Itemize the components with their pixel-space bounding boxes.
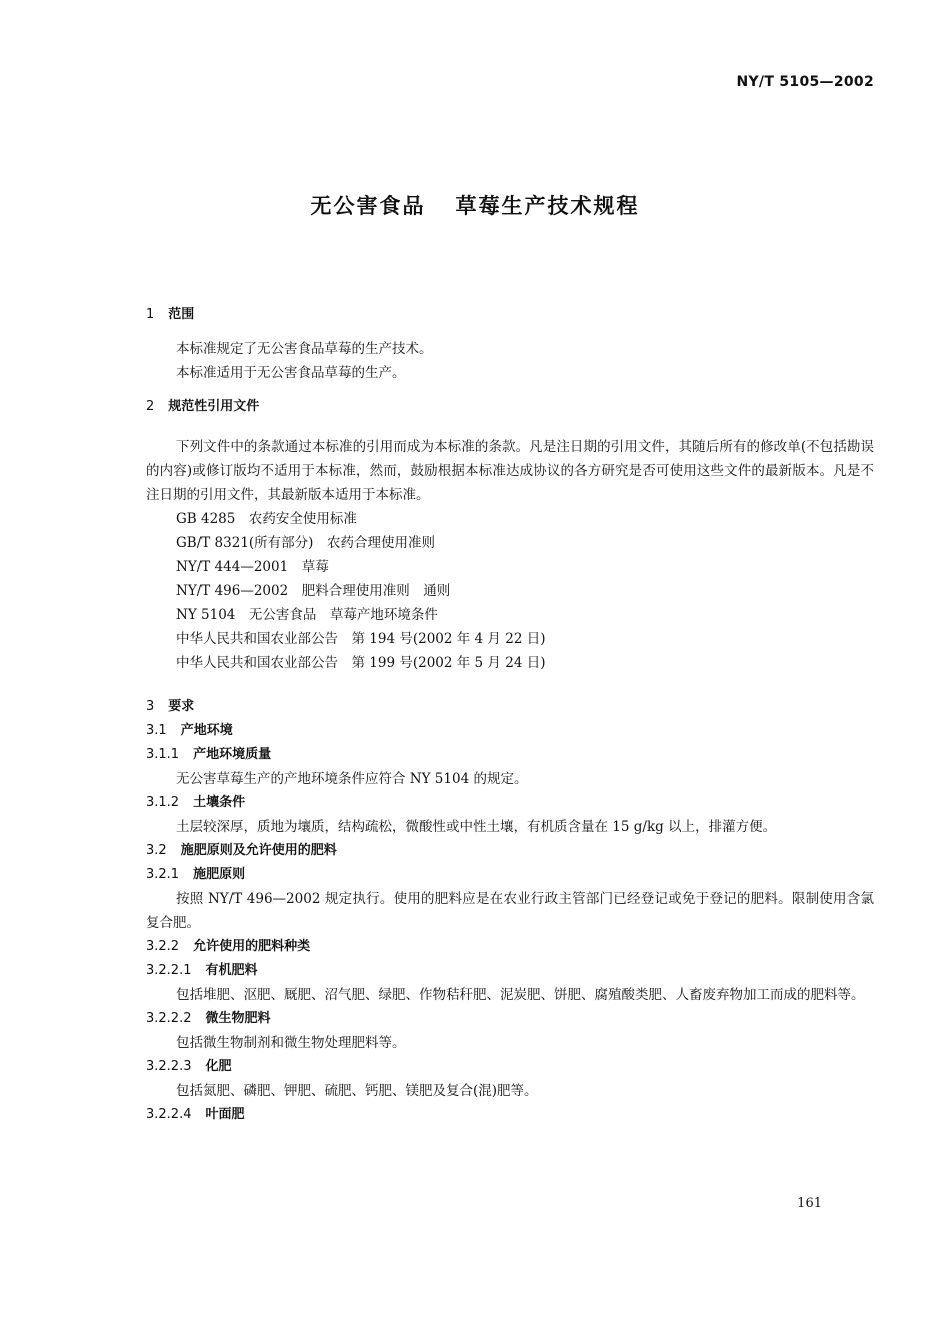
section-title: 规范性引用文件 xyxy=(168,399,260,414)
section-heading xyxy=(146,863,874,887)
document-body xyxy=(146,303,874,1127)
paragraph: 本标准适用于无公害食品草莓的生产。 xyxy=(176,365,406,381)
section-title: 施肥原则 xyxy=(193,867,246,882)
section-number: 3.2 xyxy=(146,843,167,858)
section-number: 2 xyxy=(146,399,155,414)
section-title: 化肥 xyxy=(205,1059,232,1074)
section-title: 允许使用的肥料种类 xyxy=(193,939,311,954)
section-heading xyxy=(146,1007,874,1031)
paragraph: 包括氮肥、磷肥、钾肥、硫肥、钙肥、镁肥及复合(混)肥等。 xyxy=(176,1083,538,1099)
section-title: 产地环境质量 xyxy=(193,747,272,762)
section-number: 3.1.1 xyxy=(146,747,180,762)
title-part-2: 草莓生产技术规程 xyxy=(455,194,640,218)
section-number: 3.2.1 xyxy=(146,867,180,882)
section-heading xyxy=(146,719,874,743)
document-title xyxy=(0,190,950,220)
reference-item: 中华人民共和国农业部公告 第 199 号(2002 年 5 月 24 日) xyxy=(176,655,546,671)
section-heading xyxy=(146,791,874,815)
section-heading xyxy=(146,303,874,327)
section-heading xyxy=(146,1055,874,1079)
section-title: 施肥原则及允许使用的肥料 xyxy=(180,843,337,858)
page-number: 161 xyxy=(797,1196,822,1211)
section-heading xyxy=(146,743,874,767)
section-number: 3 xyxy=(146,699,155,714)
paragraph: 下列文件中的条款通过本标准的引用而成为本标准的条款。凡是注日期的引用文件，其随后所有的修改单(不包括勘误的内容)或修订版均不适用于本标准，然而，鼓励根据本标准达成协议的各方研究是否可使用这些文件的最新版本。凡是不注日期的引用文件，其最新版本适用于本标准。 xyxy=(146,439,874,503)
section-title: 土壤条件 xyxy=(193,795,246,810)
title-part-1: 无公害食品 xyxy=(310,194,426,218)
reference-item: 中华人民共和国农业部公告 第 194 号(2002 年 4 月 22 日) xyxy=(176,631,546,647)
paragraph: 无公害草莓生产的产地环境条件应符合 NY 5104 的规定。 xyxy=(176,771,528,787)
paragraph: 本标准规定了无公害食品草莓的生产技术。 xyxy=(176,341,433,357)
section-heading xyxy=(146,959,874,983)
section-heading xyxy=(146,695,874,719)
paragraph: 土层较深厚，质地为壤质，结构疏松，微酸性或中性土壤，有机质含量在 15 g/kg 以上，排灌方便。 xyxy=(176,819,777,835)
section-title: 产地环境 xyxy=(180,723,233,738)
reference-item: GB 4285 农药安全使用标准 xyxy=(176,511,357,527)
section-number: 1 xyxy=(146,307,155,322)
section-number: 3.2.2.4 xyxy=(146,1107,192,1122)
section-title: 有机肥料 xyxy=(205,963,258,978)
reference-item: NY/T 496—2002 肥料合理使用准则 通则 xyxy=(176,583,451,599)
section-number: 3.1.2 xyxy=(146,795,180,810)
section-heading xyxy=(146,395,874,419)
reference-item: GB/T 8321(所有部分) 农药合理使用准则 xyxy=(176,535,435,551)
section-heading xyxy=(146,935,874,959)
reference-item: NY/T 444—2001 草莓 xyxy=(176,559,329,575)
paragraph: 包括堆肥、沤肥、厩肥、沼气肥、绿肥、作物秸秆肥、泥炭肥、饼肥、腐殖酸类肥、人畜废弃物加工而成的肥料等。 xyxy=(176,987,865,1003)
section-title: 微生物肥料 xyxy=(205,1011,271,1026)
section-number: 3.2.2.1 xyxy=(146,963,192,978)
standard-code: NY/T 5105—2002 xyxy=(736,74,874,90)
section-number: 3.2.2.2 xyxy=(146,1011,192,1026)
section-heading xyxy=(146,1103,874,1127)
reference-item: NY 5104 无公害食品 草莓产地环境条件 xyxy=(176,607,438,623)
section-title: 范围 xyxy=(168,307,195,322)
paragraph: 按照 NY/T 496—2002 规定执行。使用的肥料应是在农业行政主管部门已经登记或免于登记的肥料。限制使用含氯复合肥。 xyxy=(146,891,874,931)
section-number: 3.2.2 xyxy=(146,939,180,954)
section-number: 3.1 xyxy=(146,723,167,738)
section-title: 叶面肥 xyxy=(205,1107,245,1122)
section-number: 3.2.2.3 xyxy=(146,1059,192,1074)
section-heading xyxy=(146,839,874,863)
section-title: 要求 xyxy=(168,699,195,714)
paragraph: 包括微生物制剂和微生物处理肥料等。 xyxy=(176,1035,406,1051)
